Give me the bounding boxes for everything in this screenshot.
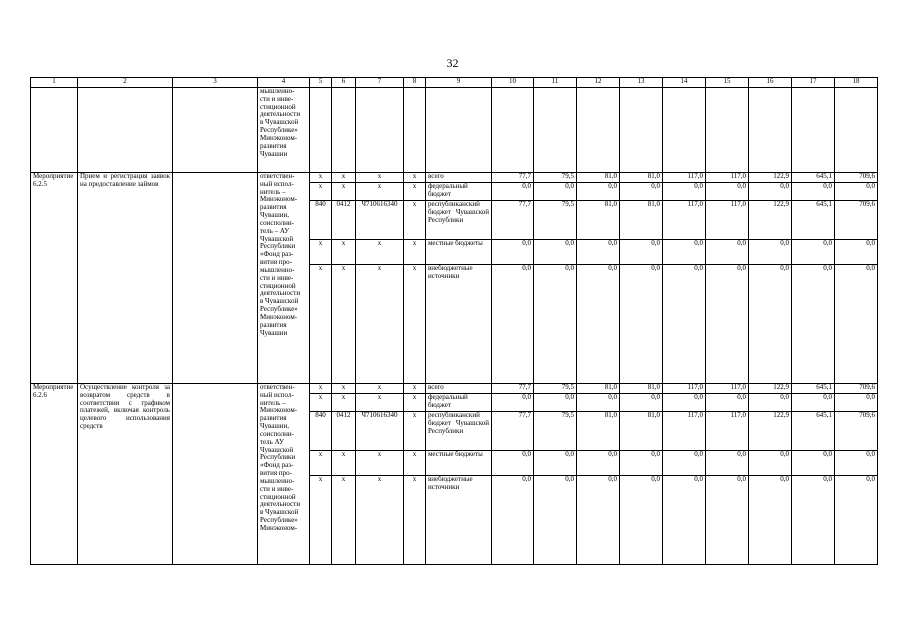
amount-cell: 709,6 (835, 173, 878, 183)
empty-cell (534, 88, 577, 173)
amount-cell: 0,0 (706, 476, 749, 565)
measure-name: Осуществление контроля за возвратом средств в соответствии с графиком платежей, включая контроль целевого использования средств (78, 384, 173, 565)
empty-cell (663, 88, 706, 173)
section-code: x (332, 451, 356, 476)
column-number-17: 17 (792, 78, 835, 88)
column-number-12: 12 (577, 78, 620, 88)
column-number-4: 4 (258, 78, 310, 88)
amount-cell: 0,0 (663, 183, 706, 201)
measure-code: Мероприятие 6.2.5 (31, 173, 78, 384)
amount-cell: 81,0 (620, 384, 663, 394)
column-number-5: 5 (310, 78, 332, 88)
amount-cell: 0,0 (706, 265, 749, 384)
amount-cell: 0,0 (663, 451, 706, 476)
column-number-13: 13 (620, 78, 663, 88)
page-number: 32 (446, 56, 459, 70)
amount-cell: 0,0 (706, 394, 749, 412)
amount-cell: 0,0 (534, 476, 577, 565)
empty-cell (577, 88, 620, 173)
amount-cell: 0,0 (492, 183, 534, 201)
amount-cell: 0,0 (835, 394, 878, 412)
section-code: 0412 (332, 412, 356, 451)
target-article-code: x (356, 451, 404, 476)
column-number-1: 1 (31, 78, 78, 88)
amount-cell: 709,6 (835, 412, 878, 451)
column-number-2: 2 (78, 78, 173, 88)
budget-admin-code: x (310, 451, 332, 476)
amount-cell: 0,0 (620, 451, 663, 476)
target-article-code: Ч710616340 (356, 412, 404, 451)
amount-cell: 0,0 (706, 183, 749, 201)
amount-cell: 0,0 (792, 265, 835, 384)
empty-cell (31, 88, 78, 173)
amount-cell: 0,0 (706, 451, 749, 476)
funding-row (31, 173, 878, 183)
expense-type-code: x (404, 201, 426, 240)
amount-cell: 0,0 (663, 394, 706, 412)
amount-cell: 77,7 (492, 384, 534, 394)
column-number-row (31, 78, 878, 88)
amount-cell: 0,0 (835, 240, 878, 265)
amount-cell: 0,0 (620, 183, 663, 201)
target-article-code: x (356, 265, 404, 384)
amount-cell: 79,5 (534, 173, 577, 183)
amount-cell: 77,7 (492, 201, 534, 240)
funding-source: местные бюджеты (426, 451, 492, 476)
amount-cell: 81,0 (577, 173, 620, 183)
empty-cell (356, 88, 404, 173)
amount-cell: 0,0 (749, 183, 792, 201)
amount-cell: 0,0 (577, 394, 620, 412)
empty-cell (426, 88, 492, 173)
funding-source: республиканский бюджет Чувашской Республики (426, 201, 492, 240)
amount-cell: 117,0 (706, 173, 749, 183)
amount-cell: 0,0 (749, 265, 792, 384)
empty-cell (404, 88, 426, 173)
amount-cell: 117,0 (706, 201, 749, 240)
expense-type-code: x (404, 173, 426, 183)
target-article-code: x (356, 394, 404, 412)
measure-executor: ответствен- ный испол- нитель – Минэконом- развития Чувашии, соисполни- тель – АУ Чувашской Республики «Фонд раз- вития про- мышленно- сти и инве- стиционной деятельности в Чувашской Республике» Минэконом- развития Чувашии (258, 173, 310, 384)
amount-cell: 122,9 (749, 412, 792, 451)
measure-col3 (173, 173, 258, 384)
column-number-8: 8 (404, 78, 426, 88)
amount-cell: 0,0 (663, 265, 706, 384)
amount-cell: 79,5 (534, 412, 577, 451)
amount-cell: 0,0 (620, 394, 663, 412)
column-number-14: 14 (663, 78, 706, 88)
empty-cell (173, 88, 258, 173)
continuation-row (31, 88, 878, 173)
target-article-code: x (356, 476, 404, 565)
amount-cell: 0,0 (792, 183, 835, 201)
expense-type-code: x (404, 265, 426, 384)
amount-cell: 0,0 (663, 476, 706, 565)
amount-cell: 709,6 (835, 384, 878, 394)
empty-cell (78, 88, 173, 173)
column-number-10: 10 (492, 78, 534, 88)
budget-admin-code: x (310, 384, 332, 394)
amount-cell: 0,0 (577, 476, 620, 565)
expense-type-code: x (404, 394, 426, 412)
amount-cell: 645,1 (792, 201, 835, 240)
amount-cell: 81,0 (620, 201, 663, 240)
amount-cell: 81,0 (620, 412, 663, 451)
budget-admin-code: 840 (310, 412, 332, 451)
amount-cell: 79,5 (534, 384, 577, 394)
amount-cell: 77,7 (492, 173, 534, 183)
expense-type-code: x (404, 183, 426, 201)
amount-cell: 117,0 (663, 201, 706, 240)
target-article-code: x (356, 173, 404, 183)
expense-type-code: x (404, 384, 426, 394)
section-code: x (332, 240, 356, 265)
amount-cell: 81,0 (620, 173, 663, 183)
funding-source: всего (426, 173, 492, 183)
funding-source: внебюджетные источники (426, 265, 492, 384)
amount-cell: 81,0 (577, 384, 620, 394)
amount-cell: 0,0 (835, 476, 878, 565)
budget-admin-code: x (310, 173, 332, 183)
section-code: x (332, 173, 356, 183)
amount-cell: 0,0 (792, 451, 835, 476)
target-article-code: x (356, 183, 404, 201)
amount-cell: 0,0 (620, 476, 663, 565)
amount-cell: 81,0 (577, 412, 620, 451)
amount-cell: 0,0 (492, 476, 534, 565)
amount-cell: 0,0 (492, 451, 534, 476)
amount-cell: 645,1 (792, 412, 835, 451)
amount-cell: 0,0 (577, 451, 620, 476)
executor-continuation: мышленно- сти и инве- стиционной деятельности в Чувашской Республике» Минэконом- развития Чувашии (258, 88, 310, 173)
amount-cell: 79,5 (534, 201, 577, 240)
amount-cell: 0,0 (835, 183, 878, 201)
funding-row (31, 384, 878, 394)
section-code: x (332, 265, 356, 384)
amount-cell: 0,0 (534, 183, 577, 201)
budget-admin-code: 840 (310, 201, 332, 240)
empty-cell (792, 88, 835, 173)
empty-cell (310, 88, 332, 173)
amount-cell: 0,0 (663, 240, 706, 265)
amount-cell: 0,0 (577, 183, 620, 201)
target-article-code: x (356, 384, 404, 394)
amount-cell: 0,0 (792, 240, 835, 265)
expense-type-code: x (404, 412, 426, 451)
budget-admin-code: x (310, 394, 332, 412)
expense-type-code: x (404, 451, 426, 476)
amount-cell: 0,0 (792, 394, 835, 412)
target-article-code: Ч710616340 (356, 201, 404, 240)
amount-cell: 81,0 (577, 201, 620, 240)
amount-cell: 122,9 (749, 173, 792, 183)
funding-source: местные бюджеты (426, 240, 492, 265)
measure-code: Мероприятие 6.2.6 (31, 384, 78, 565)
funding-source: всего (426, 384, 492, 394)
amount-cell: 117,0 (706, 384, 749, 394)
column-number-16: 16 (749, 78, 792, 88)
amount-cell: 0,0 (492, 240, 534, 265)
column-number-6: 6 (332, 78, 356, 88)
measure-executor: ответствен- ный испол- нитель – Минэконом- развития Чувашии, соисполни- тель АУ Чувашской Республики «Фонд раз- вития про- мышленно- сти и инве- стиционной деятельности в Чувашской Республике» Минэконом- (258, 384, 310, 565)
measure-col3 (173, 384, 258, 565)
section-code: x (332, 394, 356, 412)
funding-source: федеральный бюджет (426, 183, 492, 201)
column-number-9: 9 (426, 78, 492, 88)
amount-cell: 0,0 (749, 394, 792, 412)
empty-cell (749, 88, 792, 173)
amount-cell: 0,0 (534, 265, 577, 384)
amount-cell: 0,0 (835, 451, 878, 476)
column-number-3: 3 (173, 78, 258, 88)
section-code: x (332, 183, 356, 201)
section-code: x (332, 476, 356, 565)
amount-cell: 0,0 (620, 240, 663, 265)
measure-name: Прием и регистрация заявок на предоставление займов (78, 173, 173, 384)
amount-cell: 122,9 (749, 201, 792, 240)
empty-cell (332, 88, 356, 173)
section-code: 0412 (332, 201, 356, 240)
target-article-code: x (356, 240, 404, 265)
expense-type-code: x (404, 476, 426, 565)
amount-cell: 0,0 (577, 265, 620, 384)
amount-cell: 117,0 (706, 412, 749, 451)
amount-cell: 77,7 (492, 412, 534, 451)
amount-cell: 0,0 (534, 451, 577, 476)
amount-cell: 0,0 (620, 265, 663, 384)
column-number-15: 15 (706, 78, 749, 88)
amount-cell: 0,0 (749, 451, 792, 476)
amount-cell: 122,9 (749, 384, 792, 394)
amount-cell: 0,0 (577, 240, 620, 265)
amount-cell: 117,0 (663, 173, 706, 183)
column-number-11: 11 (534, 78, 577, 88)
budget-admin-code: x (310, 183, 332, 201)
amount-cell: 0,0 (835, 265, 878, 384)
amount-cell: 0,0 (492, 394, 534, 412)
amount-cell: 0,0 (749, 240, 792, 265)
column-number-18: 18 (835, 78, 878, 88)
program-measures-table (30, 77, 878, 565)
amount-cell: 0,0 (792, 476, 835, 565)
budget-admin-code: x (310, 476, 332, 565)
budget-admin-code: x (310, 240, 332, 265)
empty-cell (620, 88, 663, 173)
funding-source: внебюджетные источники (426, 476, 492, 565)
amount-cell: 645,1 (792, 173, 835, 183)
expense-type-code: x (404, 240, 426, 265)
empty-cell (706, 88, 749, 173)
amount-cell: 0,0 (706, 240, 749, 265)
amount-cell: 0,0 (492, 265, 534, 384)
amount-cell: 645,1 (792, 384, 835, 394)
column-number-7: 7 (356, 78, 404, 88)
section-code: x (332, 384, 356, 394)
amount-cell: 709,6 (835, 201, 878, 240)
amount-cell: 0,0 (749, 476, 792, 565)
amount-cell: 0,0 (534, 394, 577, 412)
amount-cell: 117,0 (663, 412, 706, 451)
amount-cell: 117,0 (663, 384, 706, 394)
amount-cell: 0,0 (534, 240, 577, 265)
empty-cell (835, 88, 878, 173)
budget-admin-code: x (310, 265, 332, 384)
funding-source: федеральный бюджет (426, 394, 492, 412)
empty-cell (492, 88, 534, 173)
funding-source: республиканский бюджет Чувашской Республики (426, 412, 492, 451)
